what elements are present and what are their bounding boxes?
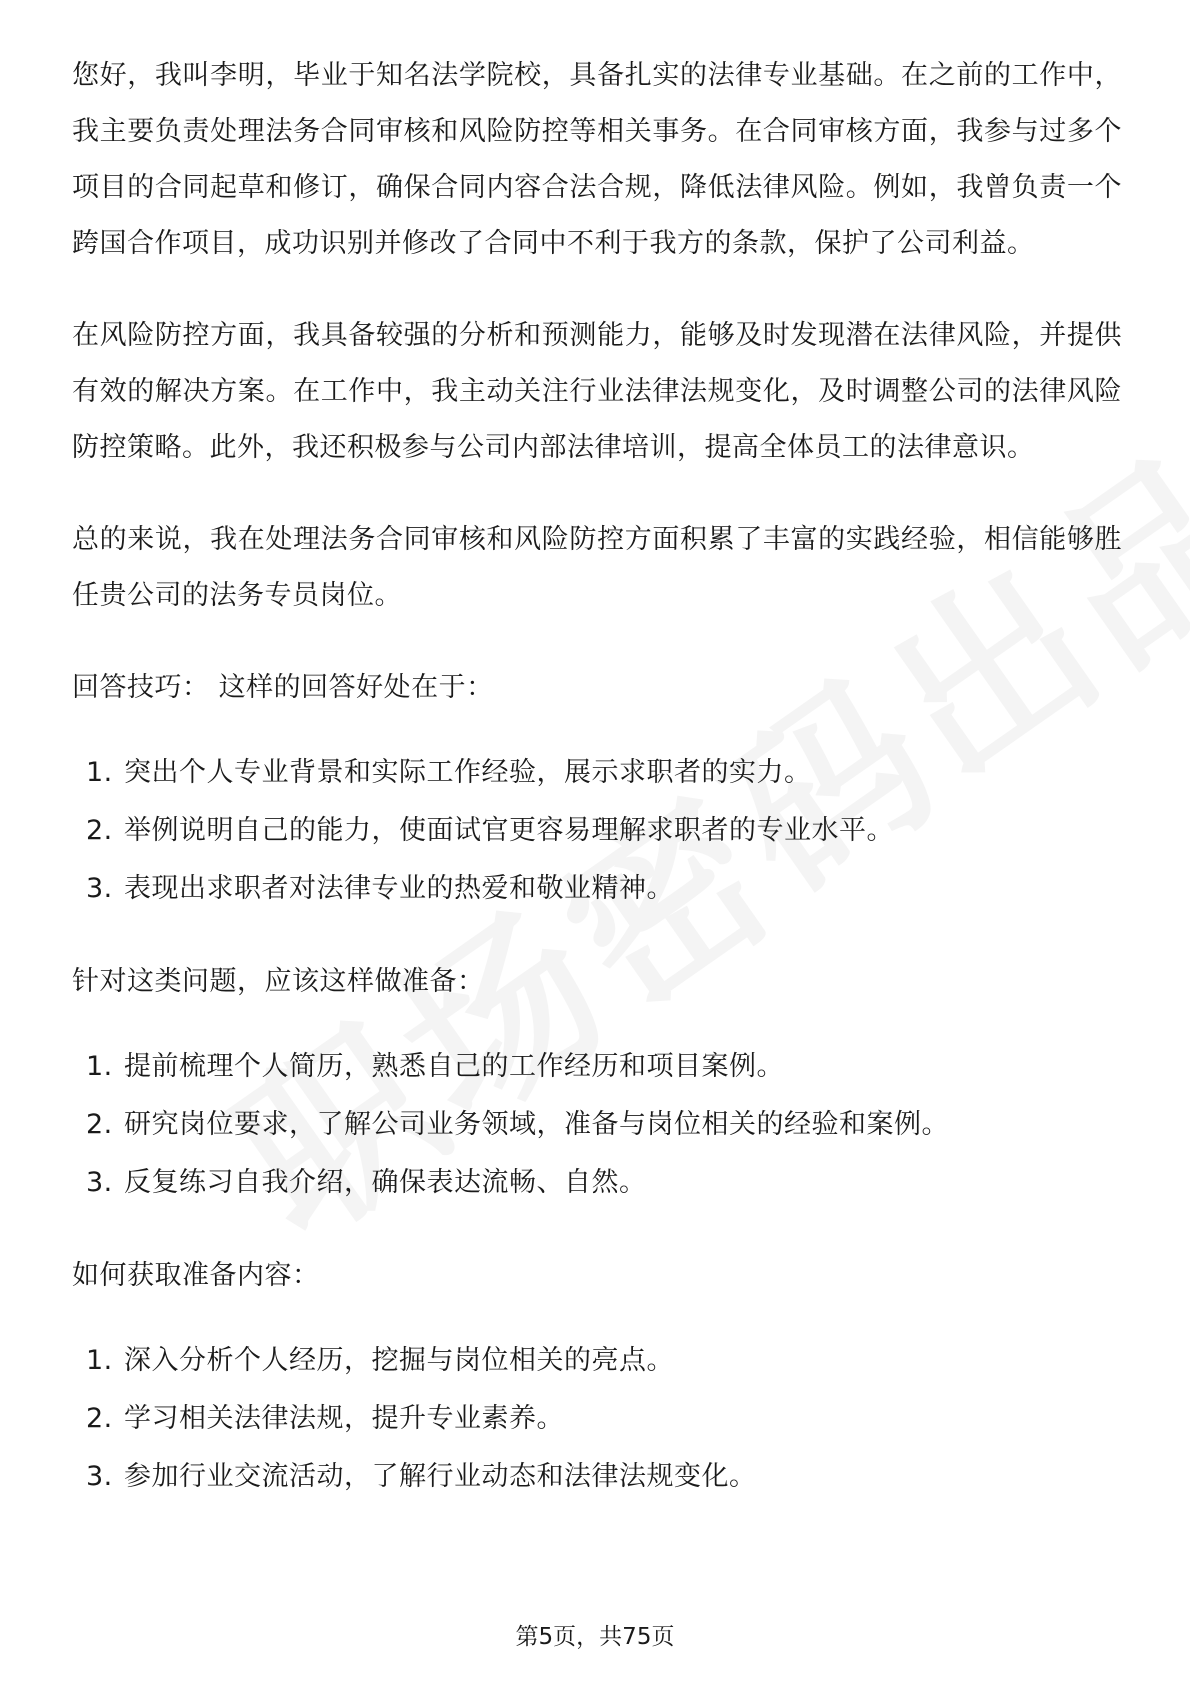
list-number: 1. — [86, 1345, 113, 1376]
paragraph-intro: 您好，我叫李明，毕业于知名法学院校，具备扎实的法律专业基础。在之前的工作中，我主要负责处理法务合同审核和风险防控等相关事务。在合同审核方面，我参与过多个项目的合同起草和修订，确保合同内容合法合规，降低法律风险。例如，我曾负责一个跨国合作项目，成功识别并修改了合同中不利于我方的条款，保护了公司利益。 — [72, 60, 1122, 259]
paragraph-risk-control: 在风险防控方面，我具备较强的分析和预测能力，能够及时发现潜在法律风险，并提供有效的解决方案。在工作中，我主动关注行业法律法规变化，及时调整公司的法律风险防控策略。此外，我还积极参与公司内部法律培训，提高全体员工的法律意识。 — [72, 320, 1122, 463]
list-text: 学习相关法律法规，提升专业素养。 — [124, 1403, 564, 1434]
section-answer-tips — [72, 660, 1122, 918]
list-item — [72, 1332, 1122, 1390]
list-text: 突出个人专业背景和实际工作经验，展示求职者的实力。 — [124, 757, 812, 788]
page-number: 第5页，共75页 — [515, 1624, 675, 1650]
list-number: 2. — [86, 1403, 113, 1434]
list-item — [72, 1096, 1122, 1154]
list-number: 3. — [86, 1461, 113, 1492]
list-item — [72, 744, 1122, 802]
section-preparation — [72, 954, 1122, 1212]
list-text: 研究岗位要求，了解公司业务领域，准备与岗位相关的经验和案例。 — [124, 1109, 949, 1140]
document-body — [72, 48, 1122, 1542]
tips-list — [72, 744, 1122, 918]
list-text: 提前梳理个人简历，熟悉自己的工作经历和项目案例。 — [124, 1051, 784, 1082]
sources-list — [72, 1332, 1122, 1506]
list-item — [72, 1154, 1122, 1212]
list-item — [72, 1038, 1122, 1096]
list-text: 参加行业交流活动，了解行业动态和法律法规变化。 — [124, 1461, 757, 1492]
section-content-sources — [72, 1248, 1122, 1506]
list-item — [72, 1390, 1122, 1448]
list-text: 举例说明自己的能力，使面试官更容易理解求职者的专业水平。 — [124, 815, 894, 846]
section-heading: 如何获取准备内容： — [72, 1260, 320, 1291]
list-number: 2. — [86, 1109, 113, 1140]
preparation-list — [72, 1038, 1122, 1212]
paragraph-summary: 总的来说，我在处理法务合同审核和风险防控方面积累了丰富的实践经验，相信能够胜任贵公司的法务专员岗位。 — [72, 524, 1122, 611]
list-number: 1. — [86, 757, 113, 788]
list-item — [72, 802, 1122, 860]
list-text: 深入分析个人经历，挖掘与岗位相关的亮点。 — [124, 1345, 674, 1376]
list-number: 2. — [86, 815, 113, 846]
list-number: 3. — [86, 873, 113, 904]
section-heading: 针对这类问题，应该这样做准备： — [72, 966, 485, 997]
list-item — [72, 860, 1122, 918]
list-text: 反复练习自我介绍，确保表达流畅、自然。 — [124, 1167, 647, 1198]
list-item — [72, 1448, 1122, 1506]
list-number: 1. — [86, 1051, 113, 1082]
section-heading: 回答技巧： 这样的回答好处在于： — [72, 672, 494, 703]
list-text: 表现出求职者对法律专业的热爱和敬业精神。 — [124, 873, 674, 904]
list-number: 3. — [86, 1167, 113, 1198]
